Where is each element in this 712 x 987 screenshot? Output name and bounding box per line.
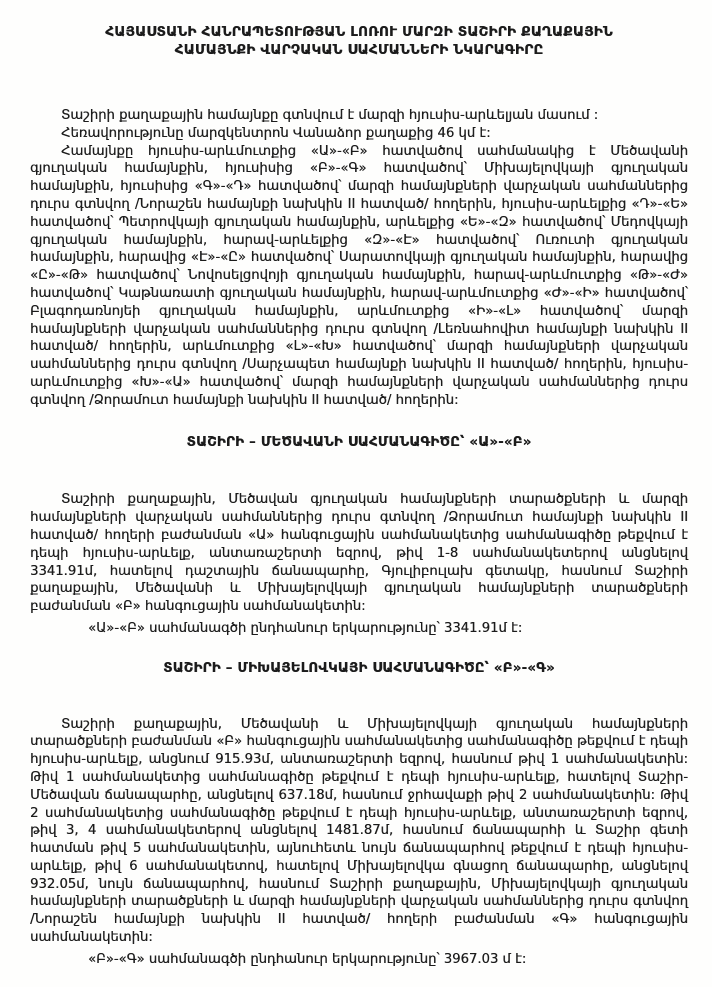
- document-title-line2: ՀԱՄԱՅՆՔԻ ՎԱՐՉԱԿԱՆ ՍԱՀՄԱՆՆԵՐԻ ՆԿԱՐԱԳԻՐԸ: [174, 41, 544, 58]
- document-title: [30, 24, 688, 59]
- intro-borders-paragraph: Համայնքը հյուսիս-արևմուտքից «Ա»-«Բ» հատվածով սահմանակից է Մեծավանի գյուղական համայնքին, հյուսիսից «Բ»-«Գ» հատվածով՝ Միխայելովկայի գյուղական համայնքին, հյուսիսից «Գ»-«Դ» հատվածով՝ մարզի համայնքների վարչական սահմաններից դուրս գտնվող /Նորաշեն համայնքի նախկին II հատված/ հողերին, հյուսիս-արևելքից «Դ»-«Ե» հատվածով՝ Պետրովկայի գյուղական համայնքին, արևելքից «Ե»-«Զ» հատվածով՝ Մեդովկայի գյուղական համայնքին, հարավ-արևելքից «Զ»-«Է» հատվածով՝ Ուռուտի գյուղական համայնքին, հարավից «Է»-«Ը» հատվածով՝ Սարատովկայի գյուղական համայնքին, հարավից «Ը»-«Թ» հատվածով՝ Նովոսելցովոյի գյուղական համայնքին, հարավ-արևմուտքից «Թ»-«Ժ» հատվածով՝ Կաթնառատի գյուղական համայնքին, հարավ-արևմուտքից «Ժ»-«Ի» հատվածով՝ Բլագոդառնոյեի գյուղական համայնքին, արևմուտքից «Ի»-«Լ» հատվածով՝ մարզի համայնքների վարչական սահմաններից դուրս գտնվող /Լեռնահովիտ համայնքի նախկին II հատված/ հողերին, արևմուտքից «Լ»-«Խ» հատվածով՝ մարզի համայնքների վարչական սահմաններից դուրս գտնվող /Սարչապետ համայնքի նախկին II հատված/ հողերին, հյուսիս-արևմուտքից «Խ»-«Ա» հատվածով՝ մարզի համայնքների վարչական սահմաններից դուրս գտնվող /Ձորամուտ համայնքի նախկին II հատված/ հողերին:: [30, 143, 688, 408]
- intro-distance-paragraph: Հեռավորությունը մարզկենտրոն Վանաձոր քաղաքից 46 կմ է:: [61, 125, 491, 141]
- intro-location-paragraph: Տաշիրի քաղաքային համայնքը գտնվում է մարզի հյուսիս-արևելյան մասում :: [61, 108, 599, 123]
- document-title-line1: ՀԱՅԱՍՏԱՆԻ ՀԱՆՐԱՊԵՏՈՒԹՅԱՆ ԼՈՌՈՒ ՄԱՐԶԻ ՏԱՇԻՐԻ ՔԱՂԱՔԱՅԻՆ: [105, 24, 613, 40]
- section-ab-heading: ՏԱՇԻՐԻ – ՄԵԾԱՎԱՆԻ ՍԱՀՄԱՆԱԳԻԾԸ՝ «Ա»-«Բ»: [186, 434, 532, 450]
- section-bg-total-length: «Բ»-«Գ» սահմանագծի ընդհանուր երկարությունը՝ 3967.03 մ է:: [88, 951, 527, 967]
- section-ab-body-paragraph: Տաշիրի քաղաքային, Մեծավան գյուղական համայնքների տարածքների և մարզի համայնքների վարչական սահմաններից դուրս գտնվող /Ձորամուտ համայնքի նախկին II հատված/ հողերի բաժանման «Ա» հանգուցային սահմանակետից սահմանագիծը թեքվում է դեպի հյուսիս-արևելք, անտառաշերտի եզրով, թիվ 1-8 սահմանակետերով անցնելով 3341.91մ, հատելով դաշտային ճանապարհը, Գյուլիբուլախ գետակը, հասնում Տաշիրի քաղաքային, Մեծավանի և Միխայելովկայի գյուղական համայնքների տարածքների բաժանման «Բ» հանգուցային սահմանակետին:: [30, 492, 688, 615]
- section-bg-body-paragraph: Տաշիրի քաղաքային, Մեծավանի և Միխայելովկայի գյուղական համայնքների տարածքների բաժանման «Բ» հանգուցային սահմանակետից սահմանագիծը թեքվում է դեպի հյուսիս-արևելք, անցնում 915.93մ, անտառաշերտի եզրով, հասնում թիվ 1 սահմանակետին: Թիվ 1 սահմանակետից սահմանագիծը թեքվում է դեպի հյուսիս-արևելք, հատելով Տաշիր-Մեծավան ճանապարհը, անցնելով 637.18մ, հասնում ջրհավաքի թիվ 2 սահմանակետին: Թիվ 2 սահմանակետից սահմանագիծը թեքվում է դեպի հյուսիս-արևելք, անտառաշերտի եզրով, թիվ 3, 4 սահմանակետերով անցնելով 1481.87մ, հասնում ճանապարհի և Տաշիր գետի հատման թիվ 5 սահմանակետին, այնուհետև նույն ճանապարհով թեքվում է դեպի հյուսիս-արևելք, թիվ 6 սահմանակետով, հատելով Միխայելովկա գնացող ճանապարհը, անցնելով 932.05մ, նույն ճանապարհով, հասնում Տաշիրի քաղաքային, Միխայելովկայի գյուղական համայնքների տարածքների և մարզի համայնքների վարչական սահմաններից դուրս գտնվող /Նորաշեն համայնքի նախկին II հատված/ հողերի բաժանման «Գ» հանգուցային սահմանակետին:: [30, 716, 688, 946]
- section-bg-heading: ՏԱՇԻՐԻ – ՄԻԽԱՅԵԼՈՎԿԱՅԻ ՍԱՀՄԱՆԱԳԻԾԸ՝ «Բ»-«Գ»: [163, 660, 555, 676]
- section-ab-total-length: «Ա»-«Բ» սահմանագծի ընդհանուր երկարությունը՝ 3341.91մ է:: [88, 620, 523, 636]
